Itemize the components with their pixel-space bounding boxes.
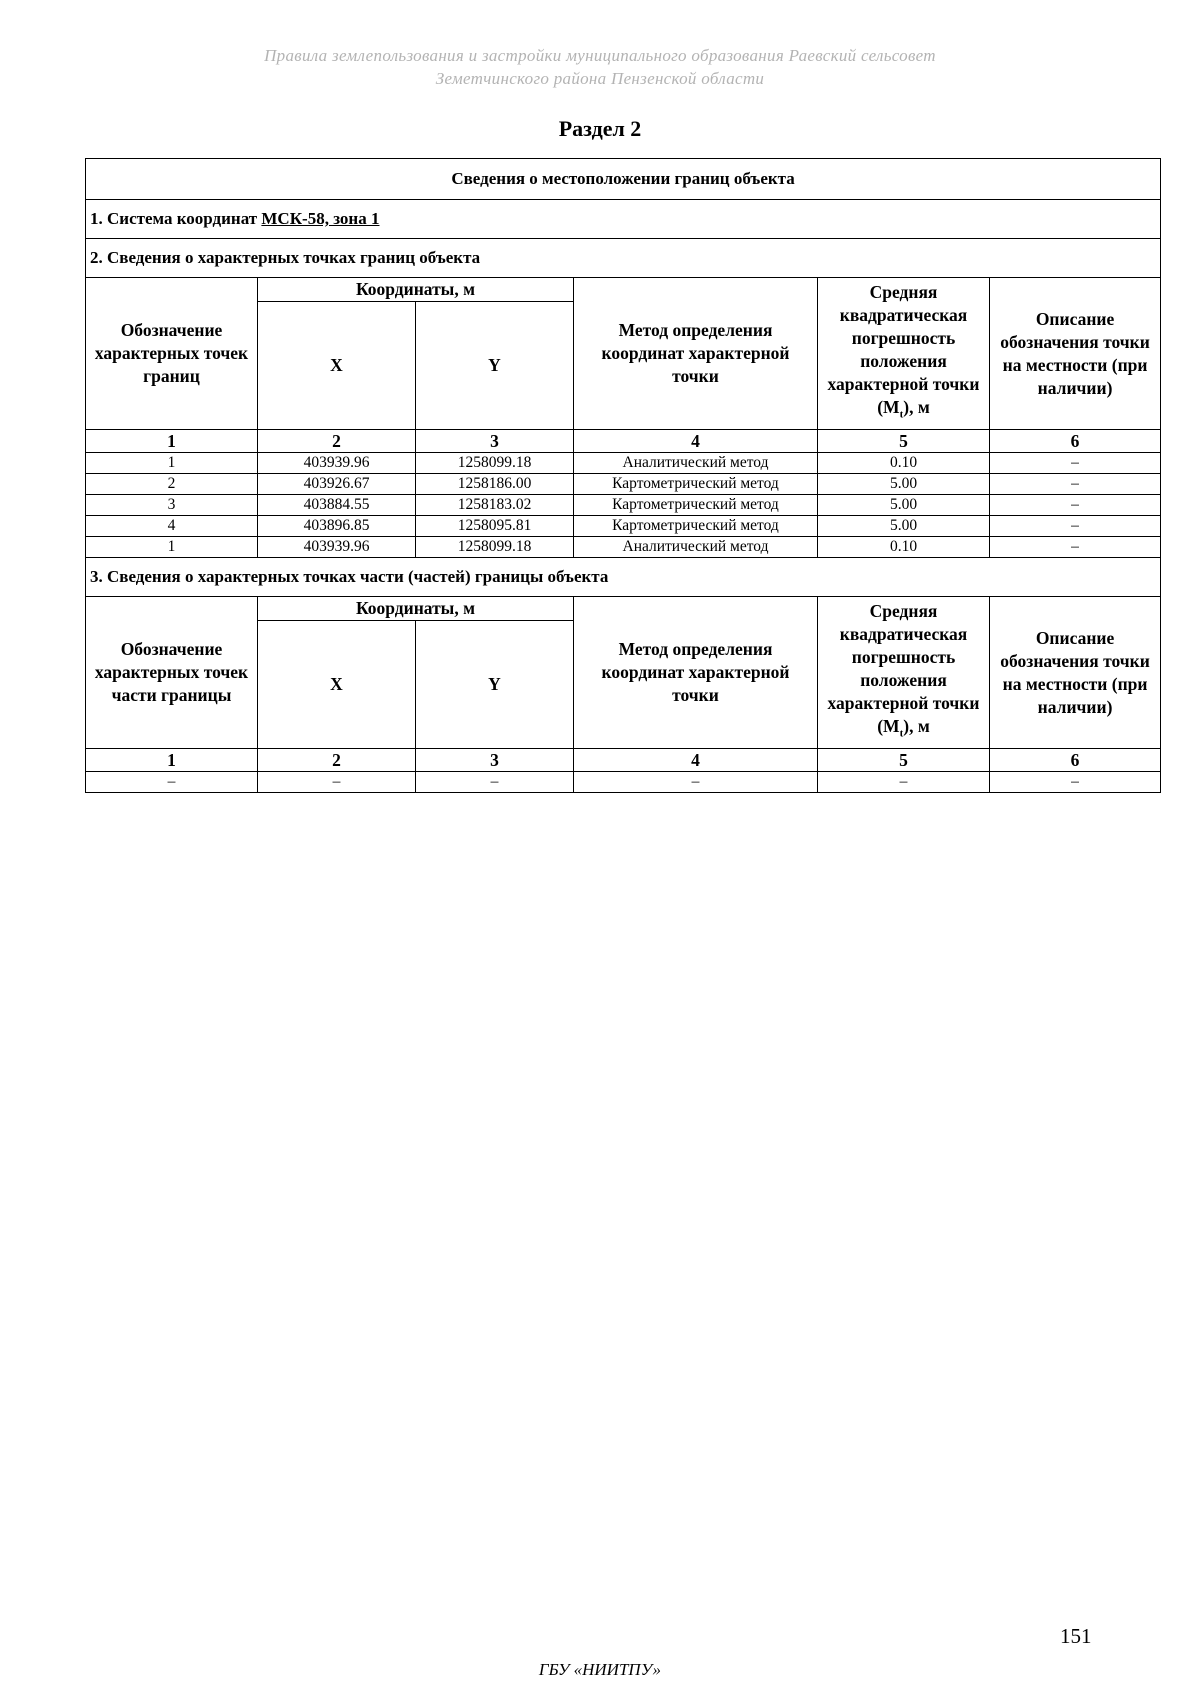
table-cell: 403926.67 [258, 474, 416, 495]
table-cell: – [818, 772, 990, 793]
table-row [86, 537, 1161, 558]
header-description: Описание обозначения точки на местности (при наличии) [990, 597, 1161, 749]
table-cell: – [990, 453, 1161, 474]
running-header-line2: Земетчинского района Пензенской области [435, 69, 765, 88]
table-row [86, 516, 1161, 537]
coordinate-system-value: МСК-58, зона 1 [261, 209, 380, 228]
table-cell: – [258, 772, 416, 793]
column-number: 1 [86, 430, 258, 453]
table-cell: 403884.55 [258, 495, 416, 516]
table-cell: Картометрический метод [574, 474, 818, 495]
header-description: Описание обозначения точки на местности (при наличии) [990, 278, 1161, 430]
table-cell: 5.00 [818, 474, 990, 495]
column-number: 3 [416, 430, 574, 453]
page-number: 151 [1060, 1624, 1092, 1648]
table-cell: Картометрический метод [574, 495, 818, 516]
header-x: X [258, 302, 416, 430]
header-error: Средняя квадратическая погрешность положения характерной точки $(M_t)$, м [818, 278, 990, 430]
column-number: 4 [574, 430, 818, 453]
header-x: X [258, 621, 416, 749]
header-coordinates: Координаты, м [258, 278, 574, 302]
table-cell: 403896.85 [258, 516, 416, 537]
table-cell: – [86, 772, 258, 793]
column-number: 5 [818, 749, 990, 772]
column-number: 1 [86, 749, 258, 772]
section3-title: 3. Сведения о характерных точках части (частей) границы объекта [86, 558, 1161, 597]
column-number: 2 [258, 749, 416, 772]
header-method: Метод определения координат характерной точки [574, 597, 818, 749]
table-cell: 1258099.18 [416, 537, 574, 558]
table-cell: 0.10 [818, 537, 990, 558]
table-row [86, 453, 1161, 474]
table-cell: 5.00 [818, 516, 990, 537]
column-number: 2 [258, 430, 416, 453]
table-row [86, 495, 1161, 516]
table-cell: 3 [86, 495, 258, 516]
column-number: 4 [574, 749, 818, 772]
table-row [86, 772, 1161, 793]
table-cell: – [990, 474, 1161, 495]
header-method: Метод определения координат характерной точки [574, 278, 818, 430]
header-coordinates: Координаты, м [258, 597, 574, 621]
table-title: Сведения о местоположении границ объекта [86, 159, 1161, 200]
column-number-row [86, 430, 1161, 453]
table-cell: – [990, 495, 1161, 516]
table-cell: 1258183.02 [416, 495, 574, 516]
footer-organization: ГБУ «НИИТПУ» [538, 1660, 662, 1679]
table-cell: 1258095.81 [416, 516, 574, 537]
coordinate-system-row [86, 200, 1161, 239]
table-cell: – [990, 772, 1161, 793]
table-cell: Картометрический метод [574, 516, 818, 537]
table-cell: Аналитический метод [574, 537, 818, 558]
table-cell: 5.00 [818, 495, 990, 516]
coordinate-system-label: 1. Система координат [90, 209, 258, 228]
table-cell: Аналитический метод [574, 453, 818, 474]
header-y: Y [416, 621, 574, 749]
table-row [86, 474, 1161, 495]
boundary-table [85, 158, 1161, 793]
running-header [0, 44, 1200, 90]
table-cell: 403939.96 [258, 453, 416, 474]
table-cell: – [990, 516, 1161, 537]
table-cell: – [416, 772, 574, 793]
table-cell: 403939.96 [258, 537, 416, 558]
table-cell: – [574, 772, 818, 793]
section2-title: 2. Сведения о характерных точках границ объекта [86, 239, 1161, 278]
header-y: Y [416, 302, 574, 430]
table-cell: 2 [86, 474, 258, 495]
column-number: 6 [990, 749, 1161, 772]
table-cell: – [990, 537, 1161, 558]
header-designation-part: Обозначение характерных точек части границы [86, 597, 258, 749]
table-cell: 1 [86, 453, 258, 474]
column-number: 3 [416, 749, 574, 772]
table-cell: 1258186.00 [416, 474, 574, 495]
column-number-row [86, 749, 1161, 772]
running-header-line1: Правила землепользования и застройки муниципального образования Раевский сельсовет [264, 46, 936, 65]
column-number: 5 [818, 430, 990, 453]
header-designation: Обозначение характерных точек границ [86, 278, 258, 430]
table-cell: 0.10 [818, 453, 990, 474]
section-title: Раздел 2 [558, 116, 642, 141]
column-number: 6 [990, 430, 1161, 453]
header-error: Средняя квадратическая погрешность положения характерной точки $(M_t)$, м [818, 597, 990, 749]
table-cell: 1 [86, 537, 258, 558]
table-cell: 4 [86, 516, 258, 537]
table-cell: 1258099.18 [416, 453, 574, 474]
